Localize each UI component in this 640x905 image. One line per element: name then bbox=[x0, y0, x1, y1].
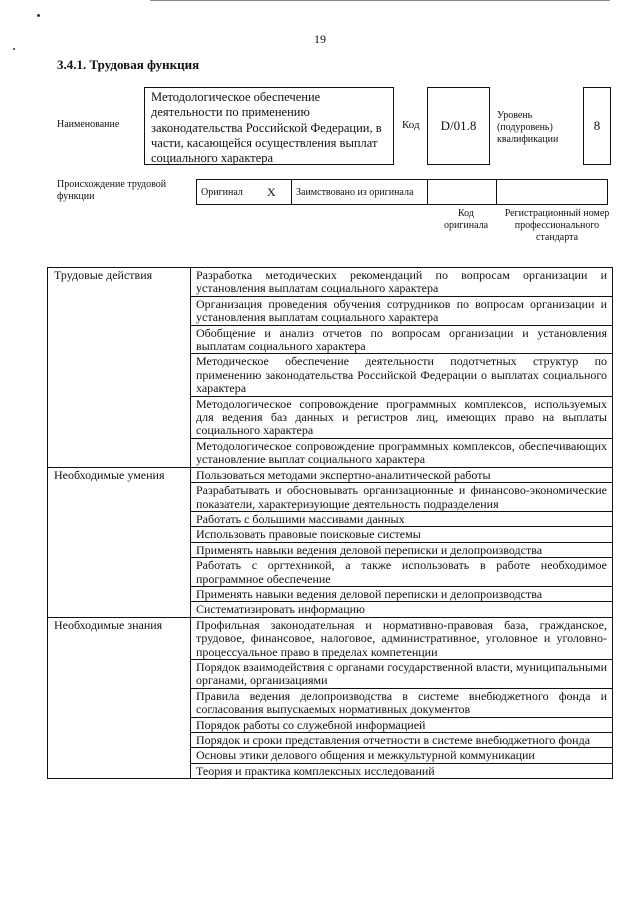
code-caption: Код оригинала bbox=[443, 208, 489, 231]
scan-speck bbox=[37, 14, 40, 17]
requirement-item: Методическое обеспечение деятельности подотчетных структур по применению законодательства Российской Федерации о выплатах социального характера bbox=[191, 354, 613, 396]
original-code-cell bbox=[428, 180, 497, 205]
requirement-item: Использовать правовые поисковые системы bbox=[191, 527, 613, 542]
function-table bbox=[47, 267, 613, 779]
requirement-item: Организация проведения обучения сотрудников по вопросам организации и установления выплатам социального характера bbox=[191, 296, 613, 325]
page-number: 19 bbox=[314, 32, 326, 46]
requirement-item: Порядок и сроки представления отчетности в системе внебюджетного фонда bbox=[191, 733, 613, 748]
function-name: Методологическое обеспечение деятельности по применению законодательства Российской Федерации, в части, касающейся осуществления выплат социального характера bbox=[144, 87, 394, 165]
requirement-item: Разрабатывать и обосновывать организационные и финансово-экономические показатели, характеризующие деятельность подразделения bbox=[191, 483, 613, 512]
reg-caption: Регистрационный номер профессионального стандарта bbox=[504, 208, 610, 243]
requirement-item: Разработка методических рекомендаций по вопросам организации и установления выплатам социального характера bbox=[191, 268, 613, 297]
table-row bbox=[48, 467, 613, 482]
code-label: Код bbox=[402, 119, 420, 131]
reg-number-cell bbox=[497, 180, 608, 205]
requirement-item: Основы этики делового общения и межкультурной коммуникации bbox=[191, 748, 613, 763]
requirement-item: Применять навыки ведения деловой переписки и делопроизводства bbox=[191, 586, 613, 601]
requirement-item: Порядок работы со служебной информацией bbox=[191, 717, 613, 732]
original-mark: X bbox=[263, 180, 292, 205]
name-label: Наименование bbox=[57, 119, 120, 130]
requirement-item: Обобщение и анализ отчетов по вопросам организации и установления выплатам социального характера bbox=[191, 325, 613, 354]
requirement-item: Методологическое сопровождение программных комплексов, используемых для ведения баз данных и регистров лиц, имеющих право на выплаты социального характера bbox=[191, 396, 613, 438]
original-label: Оригинал bbox=[197, 180, 264, 205]
section-heading: Трудовые действия bbox=[48, 268, 191, 468]
requirement-item: Пользоваться методами экспертно-аналитической работы bbox=[191, 467, 613, 482]
borrowed-label: Заимствовано из оригинала bbox=[292, 180, 428, 205]
top-rule bbox=[150, 0, 610, 1]
origin-table bbox=[196, 179, 608, 205]
origin-label: Происхождение трудовой функции bbox=[57, 179, 167, 202]
requirement-item: Порядок взаимодействия с органами государственной власти, муниципальными органами, организациями bbox=[191, 659, 613, 688]
requirement-item: Теория и практика комплексных исследований bbox=[191, 763, 613, 778]
section-title: 3.4.1. Трудовая функция bbox=[57, 57, 200, 72]
code-value: D/01.8 bbox=[427, 87, 490, 165]
section-heading: Необходимые знания bbox=[48, 617, 191, 778]
requirement-item: Применять навыки ведения деловой переписки и делопроизводства bbox=[191, 542, 613, 557]
requirement-item: Систематизировать информацию bbox=[191, 602, 613, 617]
scan-speck bbox=[13, 48, 15, 50]
section-heading: Необходимые умения bbox=[48, 467, 191, 617]
table-row bbox=[48, 268, 613, 297]
table-row bbox=[48, 617, 613, 659]
level-label: Уровень (подуровень) квалификации bbox=[497, 110, 559, 145]
requirement-item: Методологическое сопровождение программных комплексов, обеспечивающих установление выплат социального характера bbox=[191, 438, 613, 467]
requirement-item: Работать с большими массивами данных bbox=[191, 511, 613, 526]
requirement-item: Профильная законодательная и нормативно-правовая база, гражданское, трудовое, финансовое, налоговое, административное, уголовное и уголовно-процессуальное право в пределах компетенции bbox=[191, 617, 613, 659]
requirement-item: Правила ведения делопроизводства в системе внебюджетного фонда и согласования выпускаемых нормативных документов bbox=[191, 688, 613, 717]
requirement-item: Работать с оргтехникой, а также использовать в работе необходимое программное обеспечение bbox=[191, 558, 613, 587]
level-value: 8 bbox=[583, 87, 611, 165]
